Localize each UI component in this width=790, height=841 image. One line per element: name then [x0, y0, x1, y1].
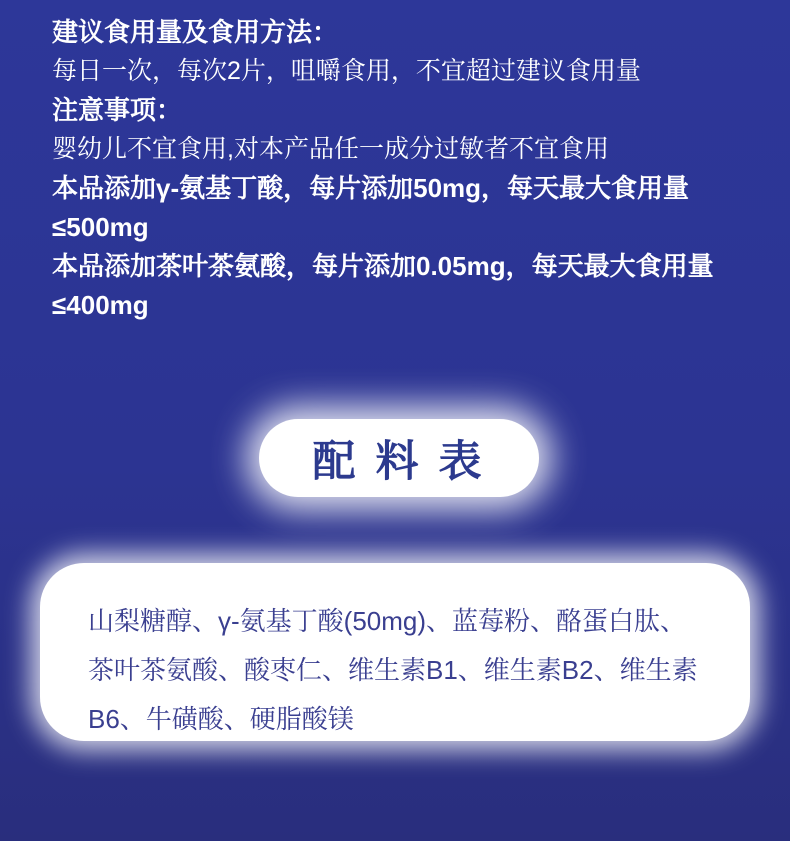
- usage-instructions-section: [52, 13, 746, 325]
- precautions-heading: 注意事项：: [52, 95, 183, 125]
- usage-heading: 建议食用量及食用方法：: [52, 17, 339, 47]
- ingredients-card: [40, 563, 750, 741]
- precautions-line: 婴幼儿不宜食用,对本产品任一成分过敏者不宜食用: [52, 135, 609, 163]
- ingredients-header-pill: [259, 419, 539, 497]
- gaba-additive-line: 本品添加γ-氨基丁酸，每片添加50mg，每天最大食用量≤500mg: [52, 173, 690, 242]
- ingredients-list-text: 山梨糖醇、γ-氨基丁酸(50mg)、蓝莓粉、酪蛋白肽、茶叶茶氨酸、酸枣仁、维生素B1、维生素B2、维生素B6、牛磺酸、硬脂酸镁: [88, 606, 698, 734]
- usage-dosage-line: 每日一次，每次2片，咀嚼食用，不宜超过建议食用量: [52, 57, 641, 85]
- ingredients-header-label: 配 料 表: [312, 437, 486, 486]
- theanine-additive-line: 本品添加茶叶茶氨酸，每片添加0.05mg，每天最大食用量≤400mg: [52, 251, 714, 320]
